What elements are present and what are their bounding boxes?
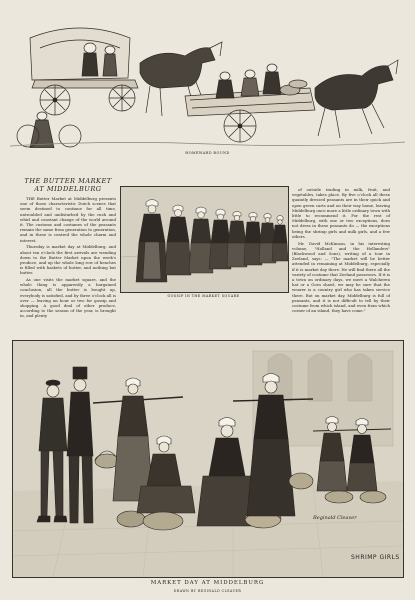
- gossip-illustration: [120, 186, 289, 293]
- top-illustration-caption: HOMEWARD BOUND: [185, 151, 230, 155]
- paragraph: Mr. David McKinnon, in his interesting volume, "Holland and the Hollanders" (Blackwood and Sons), writing of a tour in Zeeland, says: — "The market will be better attended in remaining at Middelburg, especially if it is market day there. He will find there all the variety of costume that Zeeland possesses. If it is a town on ordinary days, we meet a Walcheren hat or a Goes shawl, we may be sure that the wearer is a country girl who has taken service there. But on market day, Middelburg is full of peasants, and it is not difficult to tell by their costume from which island, and even from which corner of an island, they have come.": [292, 240, 390, 314]
- homeward-bound-illustration: [10, 8, 405, 148]
- article-title: THE BUTTER MARKET AT MIDDELBURG: [24, 177, 112, 193]
- paragraph: Thursday is market day at Middelburg, and about ten o'clock the first arrivals are wending down to the Butter Market upon the week's produce, and up the whole long row of benches is filled with baskets of butter, and nothing but butter.: [20, 244, 116, 276]
- paragraph: THE Butter Market at Middelburg presents one of those characteristic Dutch scenes that seem destined to continue for all time, untroubled and undisturbed by the rush and whirl and constant change of the world around it. The customs and costumes of the peasants remain the same from generation to generation, and in these is centred the whole charm and interest.: [20, 196, 116, 243]
- paragraph: As one visits the market square, and the whole thing is apparently a bargained conclusion, all the butter is bought up, everybody is satisfied, and by three o'clock all is over — leaving an hour or two for gossip and shopping. A good deal of other produce, according to the season of the year, is brought in, and plenty: [20, 277, 116, 319]
- shrimp-girls-label: SHRIMP GIRLS: [351, 554, 400, 561]
- gossip-drawing: [121, 187, 288, 292]
- bottom-illustration-caption: MARKET DAY AT MIDDELBURG: [150, 580, 265, 586]
- market-day-illustration: [12, 340, 404, 578]
- article-right-column: [292, 187, 390, 315]
- artist-signature: Reginald Cleaver: [313, 515, 357, 521]
- article-left-column: [20, 196, 116, 320]
- paragraph: of outside trading in milk, fruit, and vegetables, takes place. By five o'clock all these quaintly dressed peasants are in their quick and open green carts and on their way home, leaving Middelburg once more a little ordinary town with little to recommend it. For the rest of Middelburg, with one or two exceptions, does not dress in these peasants do — the exceptions being the shrimp girls and milk girls, and a few others.: [292, 187, 390, 239]
- middle-illustration-caption: GOSSIP IN THE MARKET SQUARE: [167, 294, 240, 298]
- market-day-drawing: [13, 341, 403, 577]
- illustration-credit: DRAWN BY REGINALD CLEAVER: [173, 589, 242, 593]
- homeward-bound-drawing: [10, 8, 405, 148]
